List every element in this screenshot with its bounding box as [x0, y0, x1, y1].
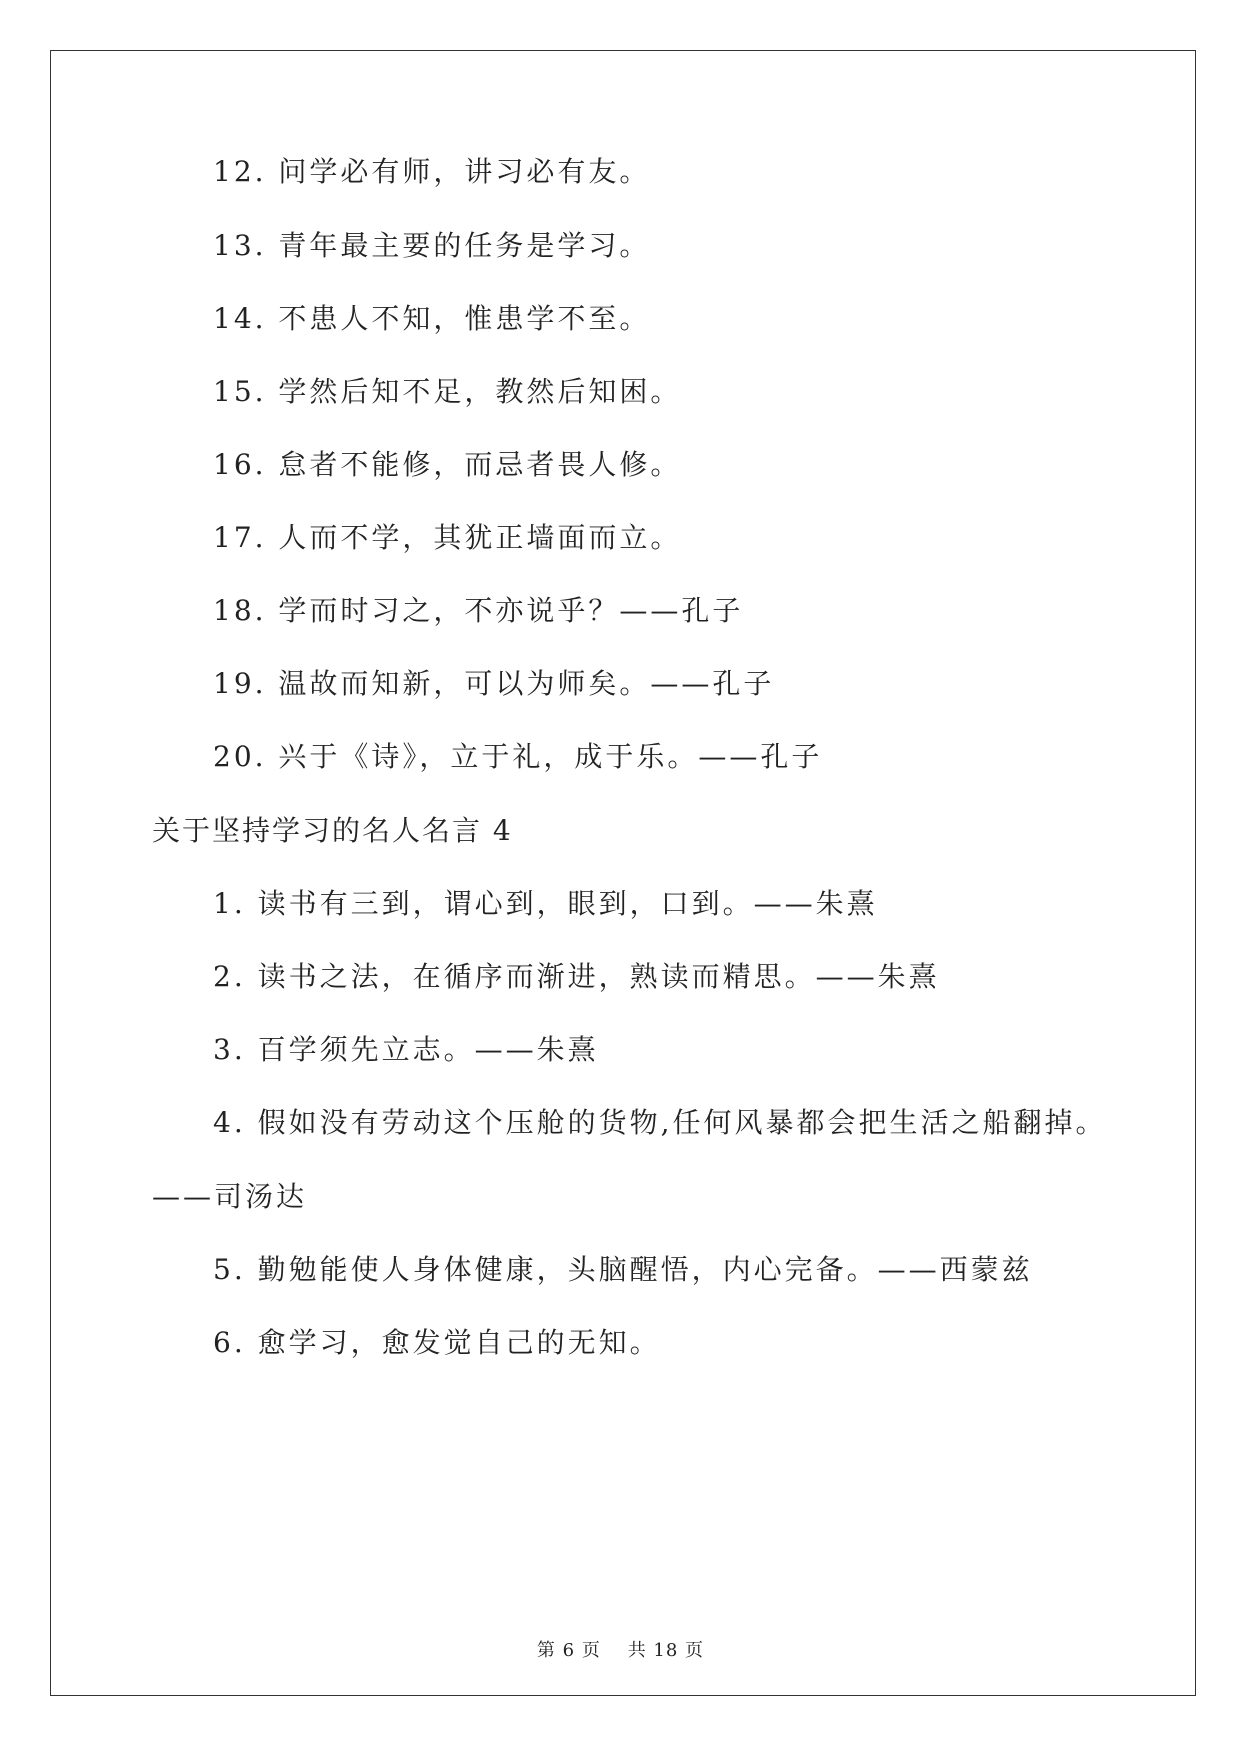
- quote-line-17: 17. 人而不学，其犹正墙面而立。: [213, 521, 682, 554]
- quote-line-20: 20. 兴于《诗》，立于礼，成于乐。——孔子: [213, 740, 823, 773]
- quote-line-15: 15. 学然后知不足，教然后知困。: [213, 375, 682, 408]
- quote-line-1: 1. 读书有三到，谓心到，眼到，口到。——朱熹: [213, 887, 878, 920]
- quote-line-14: 14. 不患人不知，惟患学不至。: [213, 302, 651, 335]
- quote-line-3: 3. 百学须先立志。——朱熹: [213, 1033, 599, 1066]
- quote-line-2: 2. 读书之法，在循序而渐进，熟读而精思。——朱熹: [213, 960, 940, 993]
- page-footer: 第 6 页 共 18 页: [536, 1640, 705, 1661]
- quote-line-18: 18. 学而时习之，不亦说乎？——孔子: [213, 594, 744, 627]
- quote-line-4: 4. 假如没有劳动这个压舱的货物,任何风暴都会把生活之船翻掉。: [213, 1106, 1107, 1139]
- section-heading: 关于坚持学习的名人名言 4: [152, 814, 513, 847]
- quote-line-12: 12. 问学必有师，讲习必有友。: [213, 155, 651, 188]
- quote-line-16: 16. 怠者不能修，而忌者畏人修。: [213, 448, 682, 481]
- quote-line-4-author: ——司汤达: [152, 1180, 308, 1213]
- quote-line-5: 5. 勤勉能使人身体健康，头脑醒悟，内心完备。——西蒙兹: [213, 1253, 1033, 1286]
- quote-line-19: 19. 温故而知新，可以为师矣。——孔子: [213, 667, 775, 700]
- page-border: [50, 50, 1196, 1696]
- quote-line-13: 13. 青年最主要的任务是学习。: [213, 229, 651, 262]
- quote-line-6: 6. 愈学习，愈发觉自己的无知。: [213, 1326, 661, 1359]
